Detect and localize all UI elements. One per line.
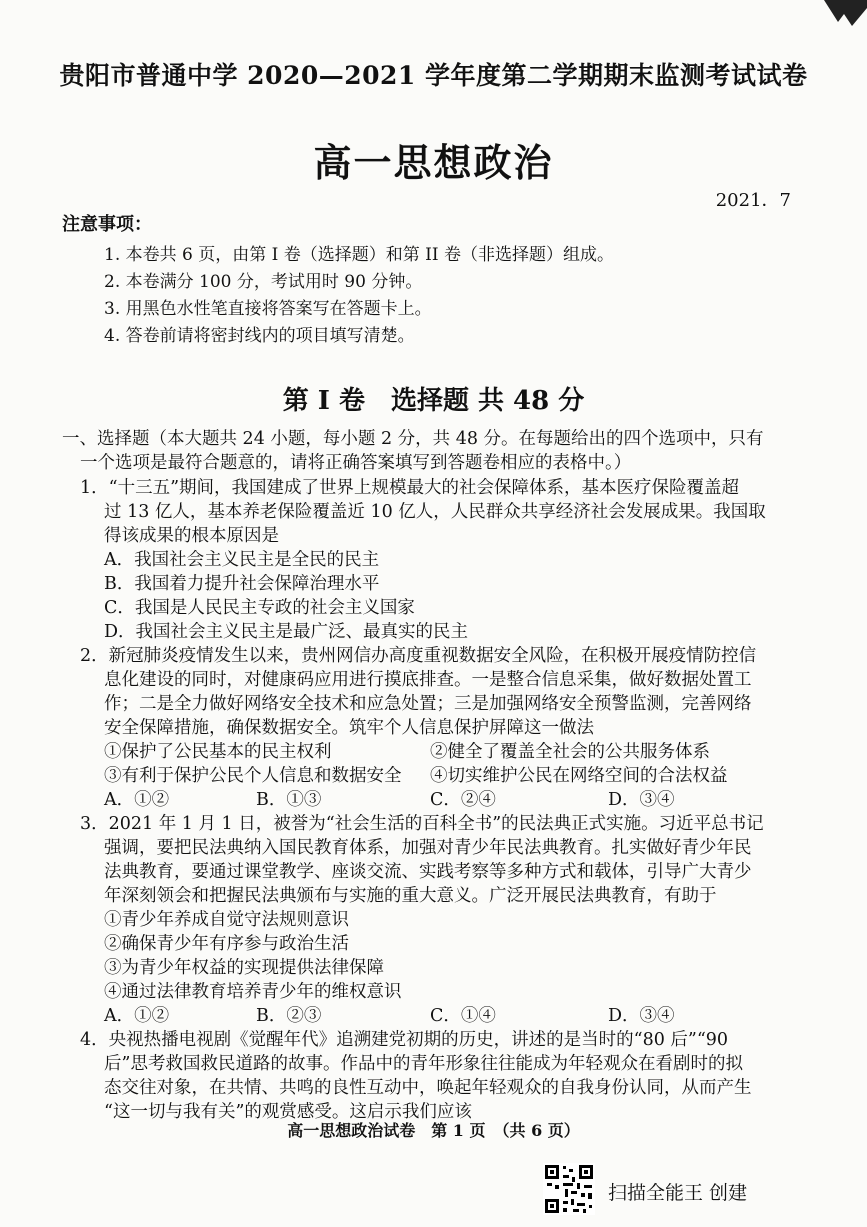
section-instruction: 一、选择题（本大题共 24 小题，每小题 2 分，共 48 分。在每题给出的四个选项中，只有 bbox=[62, 429, 764, 449]
question-1-option-b: B．我国着力提升社会保障治理水平 bbox=[104, 574, 380, 594]
question-3-option-c: C．①④ bbox=[430, 1006, 496, 1026]
question-2-text: 息化建设的同时，对健康码应用进行摸底排查。一是整合信息采集，做好数据处置工 bbox=[104, 670, 752, 690]
question-3-text: 3．2021 年 1 月 1 日，被誉为“社会生活的百科全书”的民法典正式实施。习近平总书记 bbox=[80, 814, 764, 834]
notice-item: 4. 答卷前请将密封线内的项目填写清楚。 bbox=[104, 326, 415, 346]
question-3-item-1: ①青少年养成自觉守法规则意识 bbox=[104, 910, 349, 930]
question-2-item-3: ③有利于保护公民个人信息和数据安全 bbox=[104, 766, 402, 786]
question-1-option-a: A．我国社会主义民主是全民的民主 bbox=[104, 550, 380, 570]
question-1-option-d: D．我国社会主义民主是最广泛、最真实的民主 bbox=[104, 622, 469, 642]
question-4-text: 4．央视热播电视剧《觉醒年代》追溯建党初期的历史，讲述的是当时的“80 后”“90 bbox=[80, 1030, 729, 1050]
question-2-option-a: A．①② bbox=[104, 790, 170, 810]
notice-heading: 注意事项： bbox=[62, 214, 152, 235]
question-3-text: 法典教育，要通过课堂教学、座谈交流、实践考察等多种方式和载体，引导广大青少 bbox=[104, 862, 752, 882]
notice-item: 2. 本卷满分 100 分，考试用时 90 分钟。 bbox=[104, 272, 423, 292]
question-2-text: 作；二是全力做好网络安全技术和应急处置；三是加强网络安全预警监测，完善网络 bbox=[104, 694, 752, 714]
question-3-item-4: ④通过法律教育培养青少年的维权意识 bbox=[104, 982, 402, 1002]
question-1-option-c: C．我国是人民民主专政的社会主义国家 bbox=[104, 598, 415, 618]
question-3-option-a: A．①② bbox=[104, 1006, 170, 1026]
question-3-item-2: ②确保青少年有序参与政治生活 bbox=[104, 934, 349, 954]
page-footer: 高一思想政治试卷 第 1 页 （共 6 页） bbox=[287, 1121, 580, 1140]
subject-title: 高一思想政治 bbox=[313, 140, 554, 185]
question-1-text: 过 13 亿人，基本养老保险覆盖近 10 亿人，人民群众共享经济社会发展成果。我国取 bbox=[104, 502, 766, 522]
question-2-text: 2．新冠肺炎疫情发生以来，贵州网信办高度重视数据安全风险，在积极开展疫情防控信 bbox=[80, 646, 757, 666]
part-one-title: 第 I 卷 选择题 共 48 分 bbox=[282, 386, 585, 416]
notice-item: 3. 用黑色水性笔直接将答案写在答题卡上。 bbox=[104, 299, 432, 319]
page-corner-mark bbox=[822, 0, 867, 28]
qr-code-icon bbox=[543, 1163, 595, 1215]
section-instruction: 一个选项是最符合题意的，请将正确答案填写到答题卷相应的表格中。） bbox=[80, 453, 632, 473]
question-3-text: 强调，要把民法典纳入国民教育体系，加强对青少年民法典教育。扎实做好青少年民 bbox=[104, 838, 752, 858]
question-1-text: 得该成果的根本原因是 bbox=[104, 526, 279, 546]
question-4-text: 后”思考救国救民道路的故事。作品中的青年形象往往能成为年轻观众在看剧时的拟 bbox=[104, 1054, 743, 1074]
notice-item: 1. 本卷共 6 页，由第 I 卷（选择题）和第 II 卷（非选择题）组成。 bbox=[104, 245, 615, 265]
exam-title: 贵阳市普通中学 2020—2021 学年度第二学期期末监测考试试卷 bbox=[59, 61, 808, 90]
question-2-option-b: B．①③ bbox=[256, 790, 322, 810]
question-3-option-d: D．③④ bbox=[608, 1006, 675, 1026]
question-3-text: 年深刻领会和把握民法典颁布与实施的重大意义。广泛开展民法典教育，有助于 bbox=[104, 886, 717, 906]
question-2-item-1: ①保护了公民基本的民主权利 bbox=[104, 742, 332, 762]
question-2-text: 安全保障措施，确保数据安全。筑牢个人信息保护屏障这一做法 bbox=[104, 718, 594, 738]
question-2-option-d: D．③④ bbox=[608, 790, 675, 810]
question-1-text: 1．“十三五”期间，我国建成了世界上规模最大的社会保障体系，基本医疗保险覆盖超 bbox=[80, 478, 740, 498]
question-2-item-4: ④切实维护公民在网络空间的合法权益 bbox=[430, 766, 728, 786]
scanner-watermark: 扫描全能王 创建 bbox=[608, 1182, 748, 1204]
question-3-option-b: B．②③ bbox=[256, 1006, 322, 1026]
question-4-text: 态交往对象，在共情、共鸣的良性互动中，唤起年轻观众的自我身份认同，从而产生 bbox=[104, 1078, 752, 1098]
question-4-text: “这一切与我有关”的观赏感受。这启示我们应该 bbox=[104, 1102, 472, 1122]
question-2-item-2: ②健全了覆盖全社会的公共服务体系 bbox=[430, 742, 710, 762]
question-2-option-c: C．②④ bbox=[430, 790, 496, 810]
exam-date: 2021．7 bbox=[715, 190, 791, 211]
question-3-item-3: ③为青少年权益的实现提供法律保障 bbox=[104, 958, 384, 978]
